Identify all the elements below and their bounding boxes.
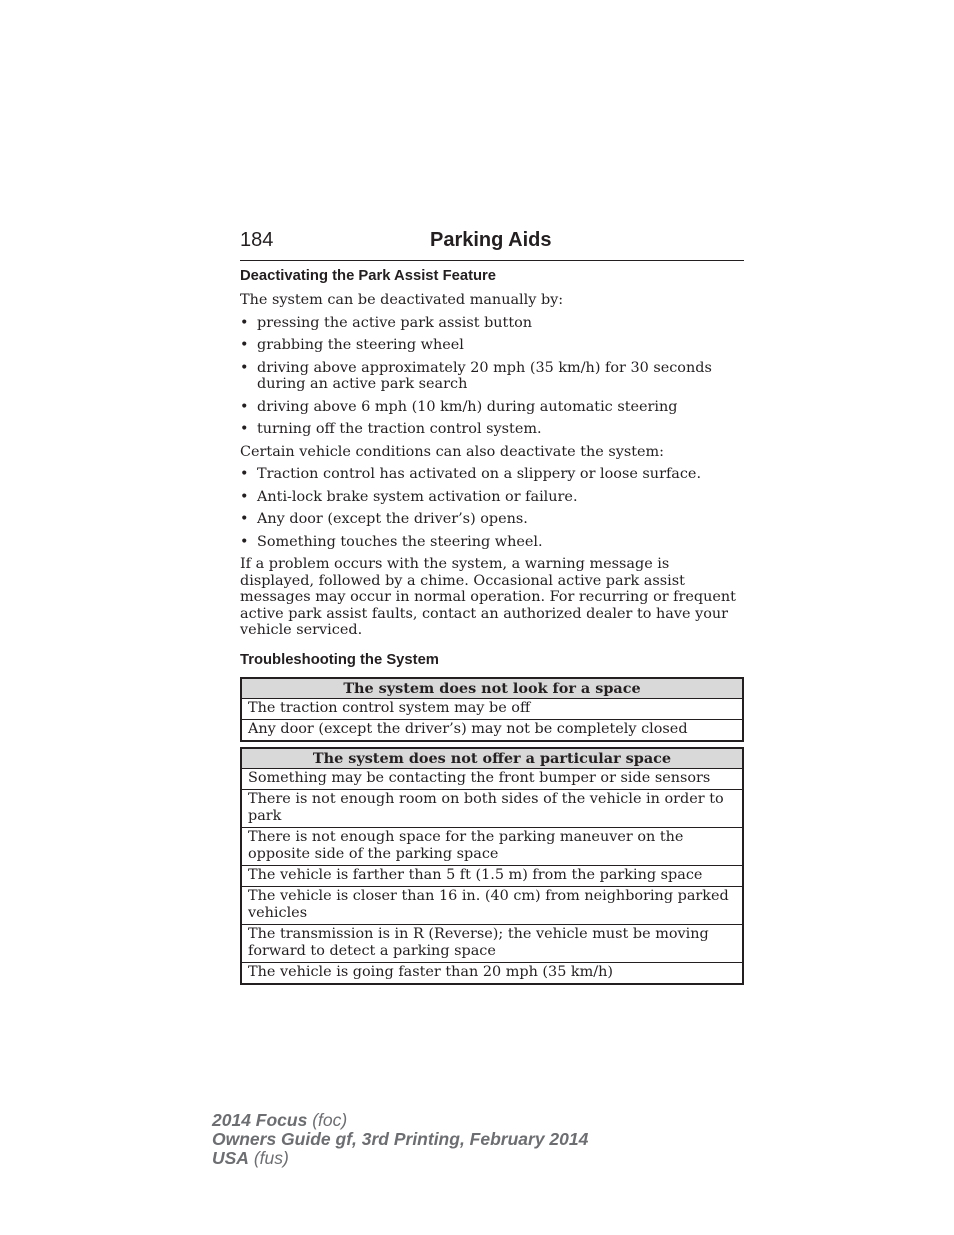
- troubleshooting-table-no-offer: [240, 747, 744, 985]
- table-cell: There is not enough space for the parking maneuver on the opposite side of the parking space: [241, 827, 743, 865]
- bullet-icon: •: [240, 466, 249, 482]
- table-row: [241, 768, 743, 789]
- table-cell: Something may be contacting the front bumper or side sensors: [241, 768, 743, 789]
- table-cell: The transmission is in R (Reverse); the vehicle must be moving forward to detect a parking space: [241, 924, 743, 962]
- table-header: The system does not look for a space: [241, 678, 743, 699]
- list-item: • turning off the traction control system.: [240, 421, 542, 437]
- list-item: • driving above 6 mph (10 km/h) during automatic steering: [240, 398, 678, 415]
- conditions-list: [240, 466, 744, 550]
- table-row: [241, 789, 743, 827]
- page-footer: [212, 1111, 588, 1168]
- bullet-icon: •: [240, 511, 249, 527]
- bullet-icon: •: [240, 314, 249, 331]
- bullet-icon: •: [240, 337, 249, 353]
- bullet-icon: •: [240, 398, 249, 415]
- troubleshooting-table-no-search: [240, 677, 744, 742]
- list-item: • grabbing the steering wheel: [240, 337, 464, 353]
- page-title: Parking Aids: [430, 229, 552, 251]
- table-row: [241, 698, 743, 719]
- table-row: [241, 827, 743, 865]
- table-cell: The vehicle is farther than 5 ft (1.5 m) from the parking space: [241, 865, 743, 886]
- footer-line-market: USA (fus): [212, 1148, 289, 1168]
- table-cell: Any door (except the driver’s) may not be completely closed: [241, 719, 743, 741]
- table-cell: There is not enough room on both sides of the vehicle in order to park: [241, 789, 743, 827]
- table-cell: The traction control system may be off: [241, 698, 743, 719]
- conditions-paragraph: Certain vehicle conditions can also deactivate the system:: [240, 443, 665, 460]
- page-header: [240, 229, 744, 261]
- page-content: [240, 268, 744, 985]
- section-heading-deactivating: Deactivating the Park Assist Feature: [240, 268, 497, 284]
- bullet-icon: •: [240, 533, 249, 550]
- list-item: • Anti-lock brake system activation or failure.: [240, 488, 578, 505]
- list-item: • pressing the active park assist button: [240, 314, 533, 331]
- problem-paragraph: If a problem occurs with the system, a warning message is displayed, followed by a chime. Occasional active park assist messages may occur in normal operation. For recurring or frequent active park assist faults, contact an authorized dealer to have your vehicle serviced.: [240, 556, 736, 638]
- list-item: • Any door (except the driver’s) opens.: [240, 511, 528, 527]
- page-number: 184: [240, 229, 274, 251]
- table-cell: The vehicle is going faster than 20 mph (35 km/h): [241, 962, 743, 984]
- bullet-icon: •: [240, 488, 249, 505]
- list-item: • Something touches the steering wheel.: [240, 533, 543, 550]
- table-row: [241, 886, 743, 924]
- intro-paragraph: The system can be deactivated manually by:: [240, 292, 564, 308]
- list-item: • Traction control has activated on a slippery or loose surface.: [240, 466, 702, 482]
- footer-line-model: 2014 Focus (foc): [212, 1110, 348, 1130]
- table-row: [241, 865, 743, 886]
- table-row: [241, 719, 743, 741]
- table-cell: The vehicle is closer than 16 in. (40 cm) from neighboring parked vehicles: [241, 886, 743, 924]
- deactivation-list: [240, 315, 744, 438]
- section-heading-troubleshooting: Troubleshooting the System: [240, 651, 439, 668]
- bullet-icon: •: [240, 359, 249, 376]
- list-item: • driving above approximately 20 mph (35 km/h) for 30 seconds during an active park search: [240, 359, 712, 392]
- table-header: The system does not offer a particular space: [241, 748, 743, 769]
- footer-line-guide: Owners Guide gf, 3rd Printing, February 2014: [212, 1129, 589, 1149]
- bullet-icon: •: [240, 421, 249, 437]
- table-row: [241, 924, 743, 962]
- table-row: [241, 962, 743, 984]
